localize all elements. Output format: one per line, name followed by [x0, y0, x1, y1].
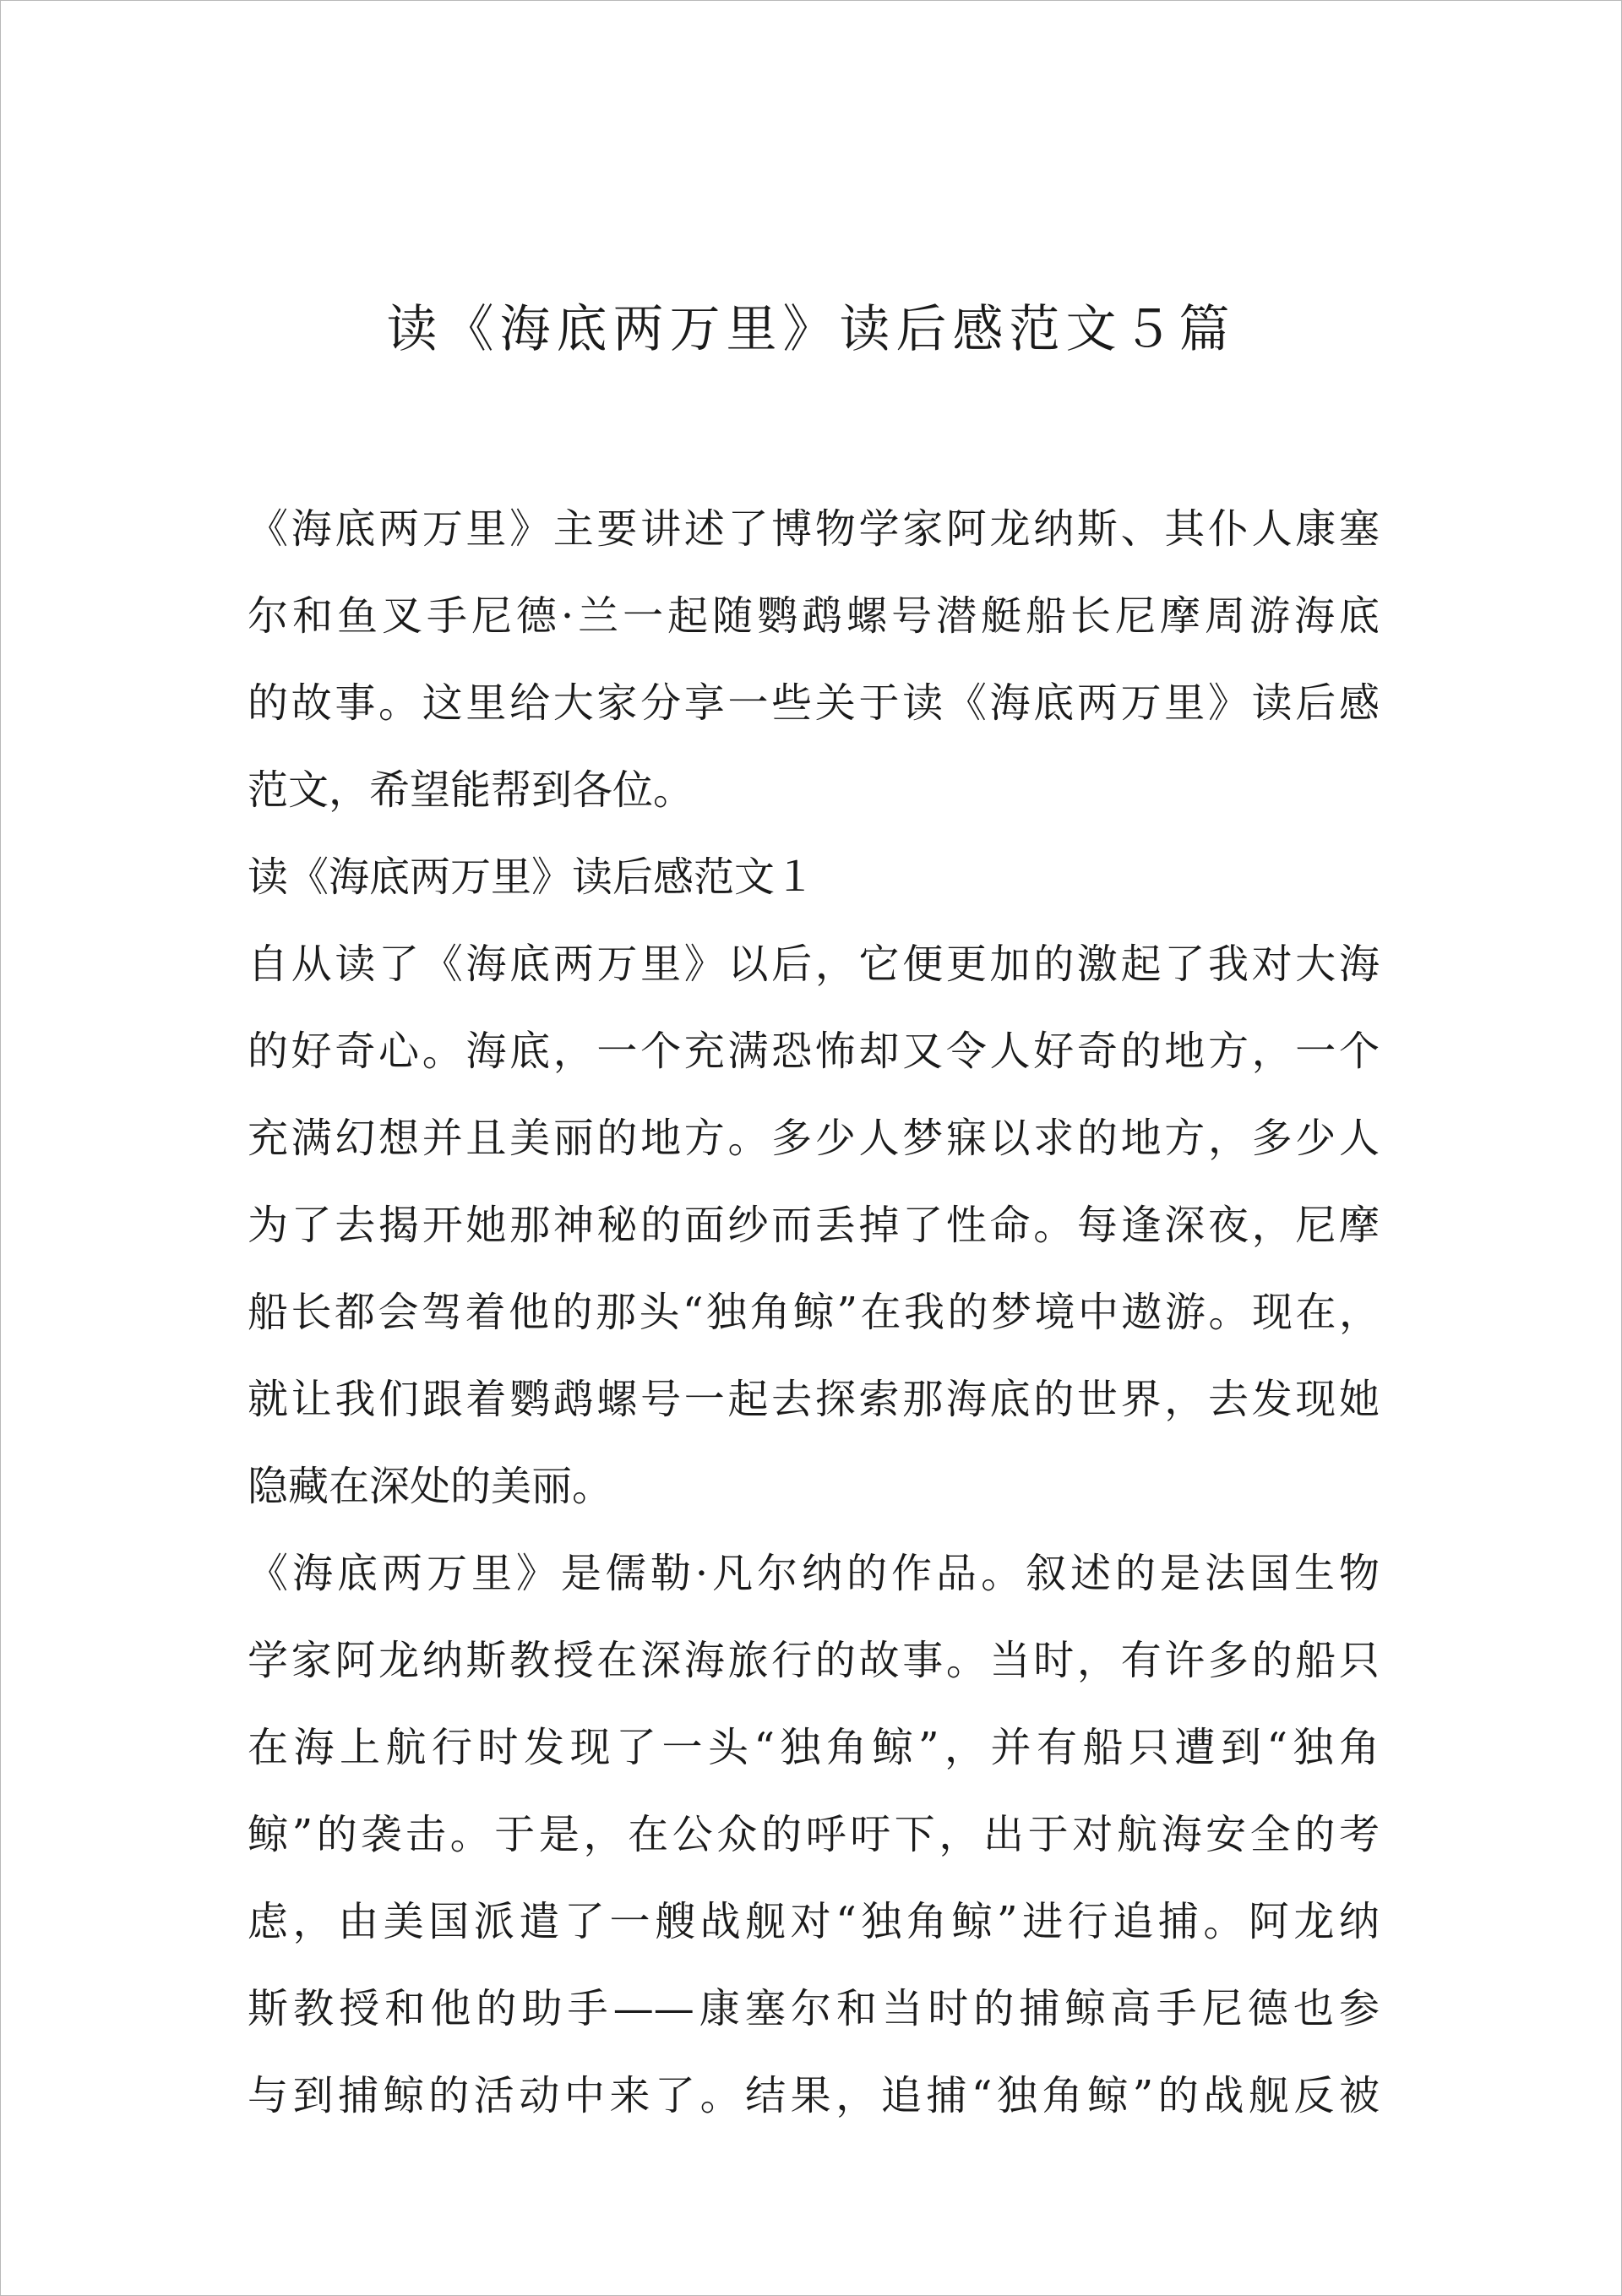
text-line: 《海底两万里》是儒勒·凡尔纳的作品。叙述的是法国生物 [248, 1550, 1380, 1597]
document-title: 读《海底两万里》读后感范文５篇 [386, 300, 1236, 360]
text-line: 学家阿龙纳斯教授在深海旅行的故事。当时，有许多的船只 [248, 1637, 1380, 1684]
document-body [248, 486, 1380, 2140]
text-line: 隐藏在深处的美丽。 [248, 1463, 613, 1510]
text-line: 船长都会驾着他的那头“独角鲸”在我的梦境中遨游。现在， [248, 1289, 1380, 1336]
section-heading: 读《海底两万里》读后感范文１ [248, 854, 816, 901]
text-line: 尔和鱼叉手尼德·兰一起随鹦鹉螺号潜艇船长尼摩周游海底 [248, 592, 1380, 640]
text-line: 在海上航行时发现了一头“独角鲸”，并有船只遭到“独角 [248, 1724, 1380, 1771]
text-line: 鲸”的袭击。于是，在公众的呼吁下，出于对航海安全的考 [248, 1811, 1380, 1858]
text-line: 充满幻想并且美丽的地方。多少人梦寐以求的地方，多少人 [248, 1115, 1380, 1162]
text-line: 斯教授和他的助手——康塞尔和当时的捕鲸高手尼德也参 [248, 1985, 1380, 2032]
text-line: 范文，希望能帮到各位。 [248, 766, 694, 814]
text-line: 就让我们跟着鹦鹉螺号一起去探索那海底的世界，去发现她 [248, 1376, 1380, 1423]
text-line: 为了去揭开她那神秘的面纱而丢掉了性命。每逢深夜，尼摩 [248, 1202, 1380, 1249]
text-line: 的好奇心。海底，一个充满恐怖却又令人好奇的地方，一个 [248, 1028, 1380, 1075]
text-line: 《海底两万里》主要讲述了博物学家阿龙纳斯、其仆人康塞 [248, 505, 1380, 553]
text-line: 的故事。这里给大家分享一些关于读《海底两万里》读后感 [248, 679, 1380, 727]
text-line: 自从读了《海底两万里》以后，它便更加的激起了我对大海 [248, 941, 1380, 988]
text-line: 虑，由美国派遣了一艘战舰对“独角鲸”进行追捕。阿龙纳 [248, 1898, 1380, 1945]
text-line: 与到捕鲸的活动中来了。结果，追捕“独角鲸”的战舰反被 [248, 2072, 1380, 2119]
